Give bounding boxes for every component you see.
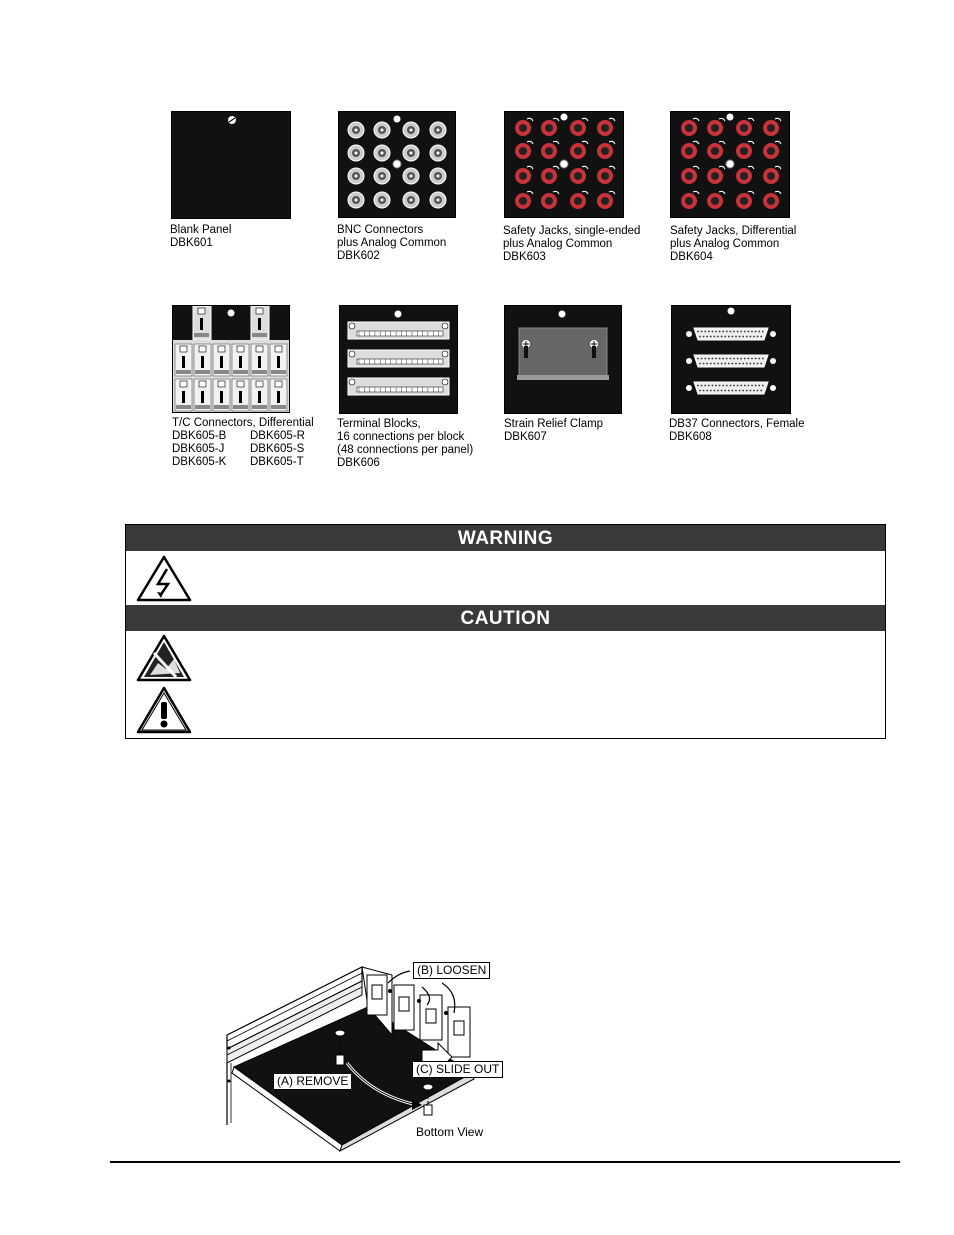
caption-dbk608: DB37 Connectors, Female DBK608 (669, 418, 805, 443)
blank-panel-image (171, 111, 291, 219)
footer-rule (110, 1161, 900, 1163)
tc-connector-panel-image (172, 305, 290, 413)
safety-jack-panel-image (504, 111, 624, 218)
caution-header: CAUTION (126, 605, 885, 631)
electrical-hazard-icon (136, 554, 192, 602)
caption-dbk605: T/C Connectors, Differential (172, 417, 314, 429)
terminal-block-panel-image (339, 305, 458, 414)
db37-panel-image (671, 305, 791, 414)
caption-dbk606: Terminal Blocks, 16 connections per block (48 connections per panel) DBK606 (337, 418, 474, 469)
caption-dbk601: Blank Panel DBK601 (170, 224, 232, 249)
caption-dbk603: Safety Jacks, single-ended plus Analog Common DBK603 (503, 225, 641, 263)
screw-icon (172, 112, 290, 218)
dbk605-models-left: DBK605-B DBK605-J DBK605-K (172, 430, 227, 468)
strain-relief-panel-image (504, 305, 622, 414)
bottom-view-caption: Bottom View (416, 1125, 484, 1139)
dbk605-models-right: DBK605-R DBK605-S DBK605-T (250, 430, 305, 468)
esd-sensitive-icon (136, 633, 192, 683)
remove-label: (A) REMOVE (273, 1074, 351, 1090)
safety-notice-box (125, 524, 886, 739)
slide-out-label: (C) SLIDE OUT (412, 1061, 503, 1078)
loosen-label: (B) LOOSEN (413, 962, 490, 979)
caption-dbk604: Safety Jacks, Differential plus Analog Common DBK604 (670, 225, 797, 263)
caption-dbk602: BNC Connectors plus Analog Common DBK602 (337, 224, 447, 262)
bnc-panel-image (338, 111, 456, 218)
general-caution-icon (136, 685, 192, 735)
warning-header: WARNING (126, 525, 885, 551)
caption-dbk607: Strain Relief Clamp DBK607 (504, 418, 604, 443)
safety-jack-diff-panel-image (670, 111, 790, 218)
